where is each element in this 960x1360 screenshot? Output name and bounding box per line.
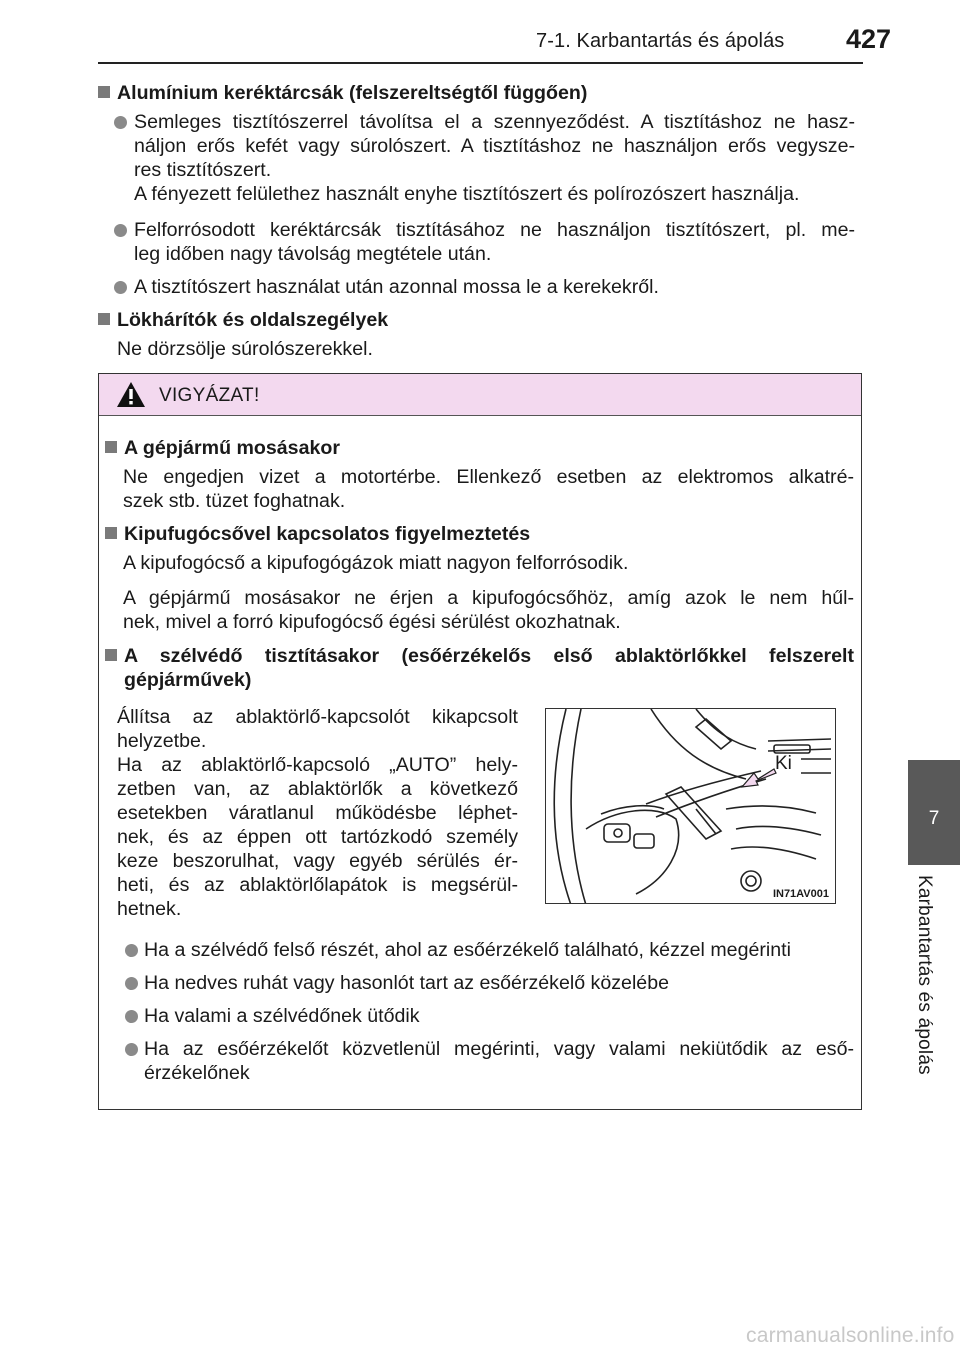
alu-bullet-1-line-3: res tisztítószert. <box>134 159 272 181</box>
bullet-dot-icon <box>125 977 138 990</box>
section-title: 7-1. Karbantartás és ápolás <box>536 30 785 52</box>
heading-windshield-line-2: gépjárművek) <box>124 669 252 691</box>
windshield-para-line-9: hetnek. <box>117 898 182 920</box>
square-bullet-icon <box>98 313 110 325</box>
figure-label-off: Ki <box>775 753 792 774</box>
warning-header <box>99 374 861 416</box>
alu-bullet-1-line-1: Semleges tisztítószerrel távolítsa el a szennyeződést. A tisztításhoz ne hasz- <box>134 111 855 133</box>
alu-bullet-1-line-2: náljon erős kefét vagy súrolószert. A tisztításhoz ne használjon erős vegysze- <box>134 135 855 157</box>
wiper-switch-illustration <box>545 708 836 904</box>
windshield-para-line-4: zetben van, az ablaktörlők a következő <box>117 778 518 800</box>
windshield-bullet-4-line-2: érzékelőnek <box>144 1062 250 1084</box>
footer-watermark: carmanualsonline.info <box>746 1324 955 1347</box>
bullet-dot-icon <box>114 281 127 294</box>
bullet-dot-icon <box>125 944 138 957</box>
alu-bullet-3: A tisztítószert használat után azonnal mossa le a kerekekről. <box>134 276 659 298</box>
alu-bullet-2-line-1: Felforrósodott keréktárcsák tisztításához ne használjon tisztítószert, pl. me- <box>134 219 855 241</box>
square-bullet-icon <box>105 527 117 539</box>
car-wash-line-2: szek stb. tüzet foghatnak. <box>123 490 346 512</box>
chapter-number: 7 <box>928 808 940 829</box>
warning-triangle-icon <box>116 381 146 408</box>
windshield-bullet-3: Ha valami a szélvédőnek ütődik <box>144 1005 420 1027</box>
steering-wheel-drawing <box>546 709 836 904</box>
windshield-bullet-1: Ha a szélvédő felső részét, ahol az esőérzékelő található, kézzel megérinti <box>144 939 791 961</box>
heading-aluminium-wheels: Alumínium keréktárcsák (felszereltségtől függően) <box>98 81 587 105</box>
bullet-dot-icon <box>125 1010 138 1023</box>
windshield-bullet-2: Ha nedves ruhát vagy hasonlót tart az esőérzékelő közelébe <box>144 972 669 994</box>
heading-exhaust: Kipufugócsővel kapcsolatos figyelmeztetés <box>105 522 530 546</box>
bullet-dot-icon <box>114 116 127 129</box>
chapter-tab <box>908 760 960 865</box>
square-bullet-icon <box>98 86 110 98</box>
alu-bullet-1-line-4: A fényezett felülethez használt enyhe tisztítószert és polírozószert használja. <box>134 183 800 205</box>
heading-bumpers: Lökhárítók és oldalszegélyek <box>98 308 388 332</box>
exhaust-text-2-line-1: A gépjármű mosásakor ne érjen a kipufogócsőhöz, amíg azok le nem hűl- <box>123 587 854 609</box>
exhaust-text-2-line-2: nek, mivel a forró kipufogócső égési sérülést okozhatnak. <box>123 611 621 633</box>
chapter-label: Karbantartás és ápolás <box>914 875 935 1075</box>
windshield-para-line-5: esetekben váratlanul működésbe léphet- <box>117 802 518 824</box>
square-bullet-icon <box>105 441 117 453</box>
windshield-para-line-7: keze beszorulhat, vagy egyéb sérülés ér- <box>117 850 518 872</box>
page-number: 427 <box>846 24 892 54</box>
bumper-text: Ne dörzsölje súrolószerekkel. <box>117 338 373 360</box>
header-divider <box>98 62 863 64</box>
car-wash-line-1: Ne engedjen vizet a motortérbe. Ellenkező esetben az elektromos alkatré- <box>123 466 854 488</box>
windshield-bullet-4-line-1: Ha az esőérzékelőt közvetlenül megérinti, vagy valami nekiütődik az eső- <box>144 1038 854 1060</box>
alu-bullet-2-line-2: leg időben nagy távolság megtétele után. <box>134 243 492 265</box>
heading-car-wash: A gépjármű mosásakor <box>105 436 340 460</box>
windshield-para-line-2: helyzetbe. <box>117 730 207 752</box>
bullet-dot-icon <box>114 224 127 237</box>
windshield-para-line-3: Ha az ablaktörlő-kapcsoló „AUTO” hely- <box>117 754 518 776</box>
windshield-para-line-8: heti, és az ablaktörlőlapátok is megsérül- <box>117 874 518 896</box>
heading-windshield-line-1: A szélvédő tisztításakor (esőérzékelős első ablaktörlőkkel felszerelt <box>105 644 854 668</box>
warning-title: VIGYÁZAT! <box>159 385 260 406</box>
figure-code: IN71AV001 <box>772 888 829 900</box>
square-bullet-icon <box>105 649 117 661</box>
windshield-para-line-1: Állítsa az ablaktörlő-kapcsolót kikapcsolt <box>117 706 518 728</box>
exhaust-text-1: A kipufogócső a kipufogógázok miatt nagyon felforrósodik. <box>123 552 629 574</box>
bullet-dot-icon <box>125 1043 138 1056</box>
windshield-para-line-6: nek, és az éppen ott tartózkodó személy <box>117 826 518 848</box>
